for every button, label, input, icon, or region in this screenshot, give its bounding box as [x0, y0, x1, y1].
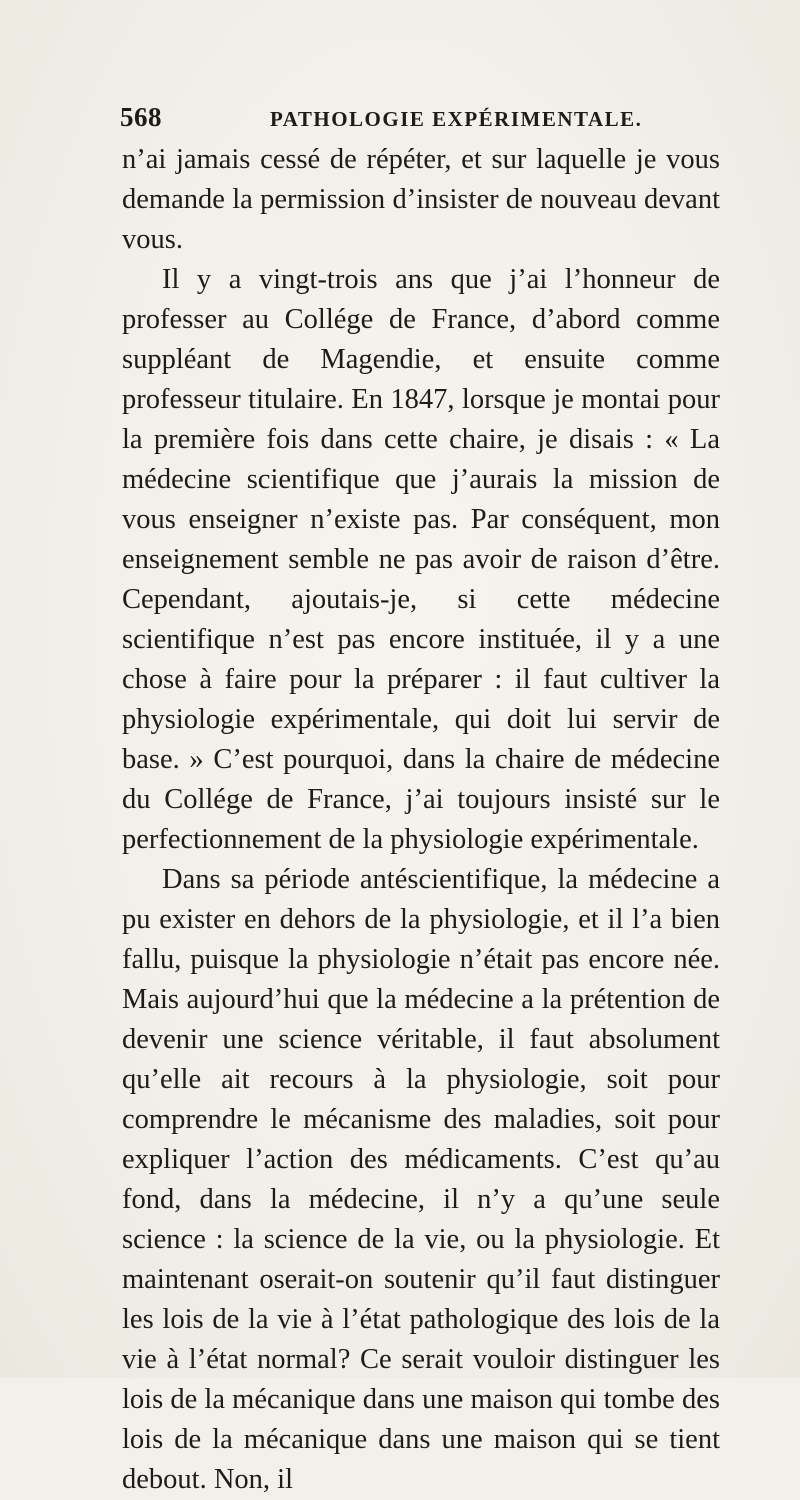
- running-title: PATHOLOGIE EXPÉRIMENTALE.: [270, 107, 643, 131]
- page-header: [120, 102, 720, 142]
- paragraph: Dans sa période antéscientifique, la médecine a pu exister en dehors de la physiologie, et il l’a bien fallu, puisque la physiologie n’était pas encore née. Mais aujourd’hui que la médecine a la prétention de devenir une science véritable, il faut absolument qu’elle ait recours à la physiologie, soit pour comprendre le mécanisme des maladies, soit pour expliquer l’action des médicaments. C’est qu’au fond, dans la médecine, il n’y a qu’une seule science : la science de la vie, ou la physiologie. Et maintenant oserait-on soutenir qu’il faut distinguer les lois de la vie à l’état pathologique des lois de la vie à l’état normal? Ce serait vouloir distinguer les lois de la mécanique dans une maison qui tombe des lois de la mécanique dans une maison qui se tient debout. Non, il: [122, 864, 720, 1495]
- page-number: 568: [120, 102, 162, 132]
- body-text: [122, 140, 720, 1500]
- paragraph-continuation: n’ai jamais cessé de répéter, et sur laquelle je vous demande la permission d’insister de nouveau devant vous.: [122, 144, 720, 255]
- paragraph: Il y a vingt-trois ans que j’ai l’honneur de professer au Collége de France, d’abord comme suppléant de Magendie, et ensuite comme professeur titulaire. En 1847, lorsque je montai pour la première fois dans cette chaire, je disais : « La médecine scientifique que j’aurais la mission de vous enseigner n’existe pas. Par conséquent, mon enseignement semble ne pas avoir de raison d’être. Cependant, ajoutais-je, si cette médecine scientifique n’est pas encore instituée, il y a une chose à faire pour la préparer : il faut cultiver la physiologie expérimentale, qui doit lui servir de base. » C’est pourquoi, dans la chaire de médecine du Collége de France, j’ai toujours insisté sur le perfectionnement de la physiologie expérimentale.: [122, 264, 720, 855]
